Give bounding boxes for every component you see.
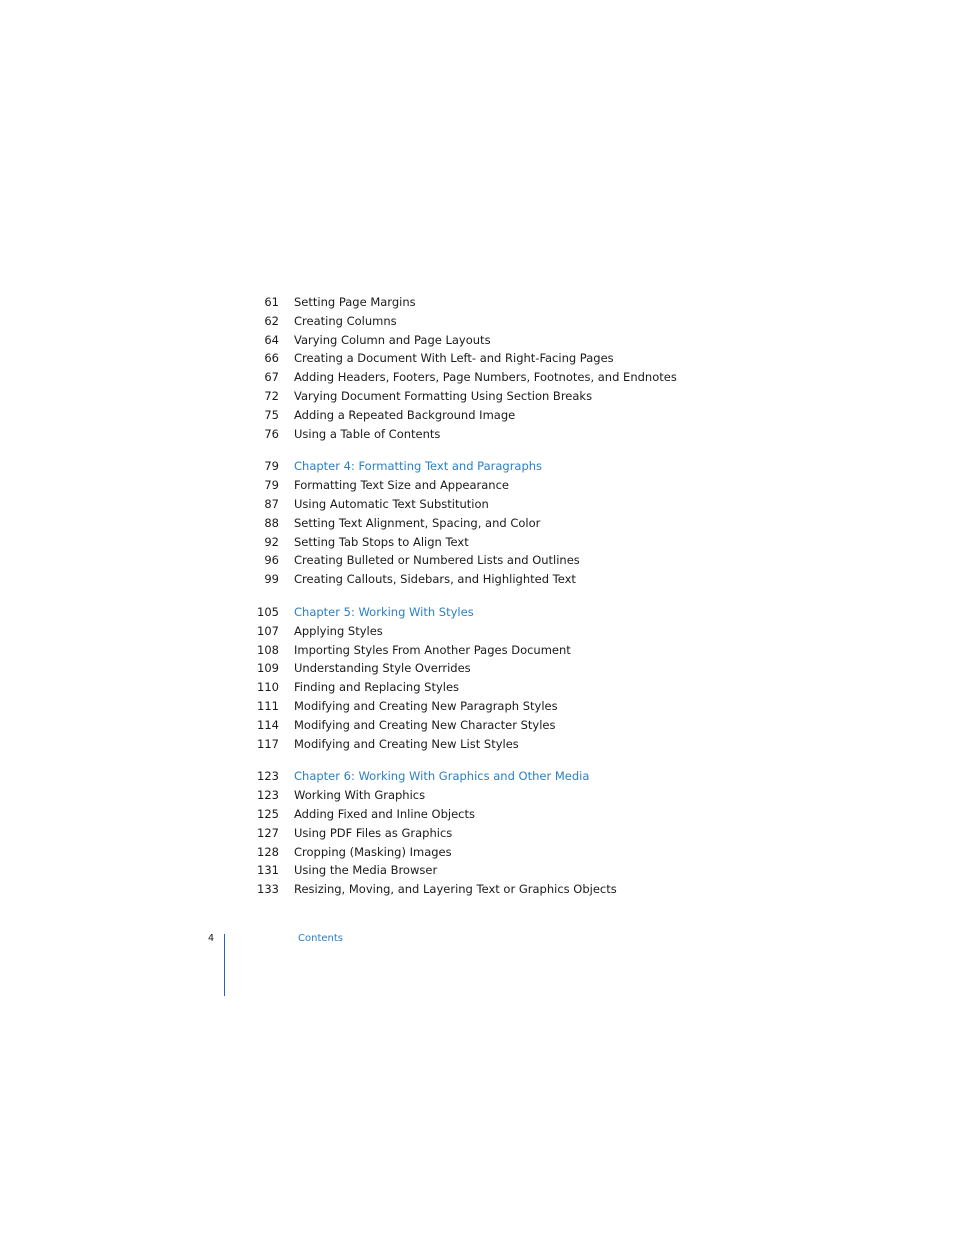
toc-page-number: 66 <box>264 351 279 366</box>
toc-entry[interactable] <box>0 805 954 824</box>
toc-entry[interactable] <box>0 843 954 862</box>
toc-page-number: 92 <box>264 534 279 549</box>
toc-entry[interactable] <box>0 659 954 678</box>
toc-entry[interactable] <box>0 495 954 514</box>
toc-entry-title: Finding and Replacing Styles <box>294 680 460 695</box>
toc-entry-title: Using PDF Files as Graphics <box>294 825 453 840</box>
toc-chapter-heading[interactable] <box>0 767 954 786</box>
toc-entry[interactable] <box>0 349 954 368</box>
toc-entry[interactable] <box>0 331 954 350</box>
toc-entry[interactable] <box>0 514 954 533</box>
toc-entry-title: Modifying and Creating New Paragraph Styles <box>294 698 558 713</box>
toc-entry[interactable] <box>0 387 954 406</box>
toc-page-number: 96 <box>264 553 279 568</box>
toc-page-number: 127 <box>257 825 279 840</box>
toc-entry-title: Modifying and Creating New List Styles <box>294 736 519 751</box>
toc-chapter-title: Chapter 6: Working With Graphics and Other Media <box>294 769 590 784</box>
toc-page-number: 117 <box>257 736 279 751</box>
toc-page-number: 79 <box>264 459 279 474</box>
toc-entry[interactable] <box>0 716 954 735</box>
toc-entry-title: Resizing, Moving, and Layering Text or Graphics Objects <box>294 882 617 897</box>
toc-chapter-heading[interactable] <box>0 603 954 622</box>
toc-entry[interactable] <box>0 622 954 641</box>
toc-page-number: 67 <box>264 370 279 385</box>
toc-page-number: 131 <box>257 863 279 878</box>
toc-entry-title: Setting Tab Stops to Align Text <box>294 534 469 549</box>
toc-page-number: 79 <box>264 478 279 493</box>
toc-page-number: 107 <box>257 623 279 638</box>
toc-group <box>0 767 954 899</box>
toc-page-number: 128 <box>257 844 279 859</box>
toc-entry-title: Varying Column and Page Layouts <box>294 332 491 347</box>
toc-entry-title: Varying Document Formatting Using Section Breaks <box>294 388 593 403</box>
toc-entry-title: Modifying and Creating New Character Styles <box>294 717 556 732</box>
toc-entry-title: Creating Columns <box>294 313 397 328</box>
toc-page-number: 75 <box>264 407 279 422</box>
footer-page-number: 4 <box>208 933 215 944</box>
toc-page-number: 110 <box>257 680 279 695</box>
toc-entry-title: Importing Styles From Another Pages Document <box>294 642 571 657</box>
toc-entry-title: Creating Bulleted or Numbered Lists and Outlines <box>294 553 580 568</box>
toc-group <box>0 457 954 589</box>
toc-entry[interactable] <box>0 551 954 570</box>
toc-entry-title: Adding Headers, Footers, Page Numbers, Footnotes, and Endnotes <box>294 370 677 385</box>
toc-entry-title: Formatting Text Size and Appearance <box>294 478 509 493</box>
toc-page-number: 88 <box>264 515 279 530</box>
table-of-contents <box>0 293 954 913</box>
toc-entry[interactable] <box>0 786 954 805</box>
toc-entry[interactable] <box>0 312 954 331</box>
toc-entry[interactable] <box>0 570 954 589</box>
toc-page-number: 87 <box>264 496 279 511</box>
toc-entry-title: Setting Page Margins <box>294 295 416 309</box>
toc-page-number: 109 <box>257 661 279 676</box>
toc-page-number: 61 <box>264 295 279 309</box>
toc-chapter-title: Chapter 5: Working With Styles <box>294 604 474 619</box>
toc-entry-title: Creating Callouts, Sidebars, and Highlighted Text <box>294 572 576 587</box>
toc-page-number: 76 <box>264 426 279 441</box>
toc-page-number: 72 <box>264 388 279 403</box>
toc-entry-title: Applying Styles <box>294 623 383 638</box>
toc-page-number: 108 <box>257 642 279 657</box>
toc-entry-title: Creating a Document With Left- and Right-Facing Pages <box>294 351 614 366</box>
toc-page-number: 99 <box>264 572 279 587</box>
toc-entry-title: Setting Text Alignment, Spacing, and Color <box>294 515 541 530</box>
toc-page-number: 64 <box>264 332 279 347</box>
toc-entry[interactable] <box>0 368 954 387</box>
toc-page-number: 62 <box>264 313 279 328</box>
toc-entry-title: Using Automatic Text Substitution <box>294 496 489 511</box>
toc-entry[interactable] <box>0 533 954 552</box>
toc-entry[interactable] <box>0 735 954 754</box>
toc-page-number: 111 <box>257 698 279 713</box>
toc-entry-title: Adding Fixed and Inline Objects <box>294 806 475 821</box>
toc-entry-title: Adding a Repeated Background Image <box>294 407 516 422</box>
toc-entry[interactable] <box>0 641 954 660</box>
toc-entry[interactable] <box>0 824 954 843</box>
toc-chapter-title: Chapter 4: Formatting Text and Paragraphs <box>294 459 543 474</box>
toc-chapter-heading[interactable] <box>0 457 954 476</box>
toc-page-number: 123 <box>257 788 279 803</box>
footer-divider <box>224 934 225 996</box>
toc-entry-title: Understanding Style Overrides <box>294 661 471 676</box>
toc-entry[interactable] <box>0 293 954 312</box>
toc-entry[interactable] <box>0 697 954 716</box>
toc-entry-title: Using the Media Browser <box>294 863 438 878</box>
toc-entry-title: Working With Graphics <box>294 788 426 803</box>
toc-group <box>0 603 954 753</box>
toc-page-number: 114 <box>257 717 279 732</box>
footer-section-label: Contents <box>298 933 343 944</box>
toc-entry-title: Using a Table of Contents <box>294 426 441 441</box>
toc-entry-title: Cropping (Masking) Images <box>294 844 452 859</box>
toc-entry[interactable] <box>0 678 954 697</box>
toc-entry[interactable] <box>0 861 954 880</box>
toc-entry[interactable] <box>0 425 954 444</box>
toc-page-number: 105 <box>257 604 279 619</box>
toc-page-number: 123 <box>257 769 279 784</box>
toc-page-number: 125 <box>257 806 279 821</box>
toc-entry[interactable] <box>0 476 954 495</box>
toc-entry[interactable] <box>0 406 954 425</box>
toc-page-number: 133 <box>257 882 279 897</box>
toc-entry[interactable] <box>0 880 954 899</box>
toc-group <box>0 293 954 443</box>
